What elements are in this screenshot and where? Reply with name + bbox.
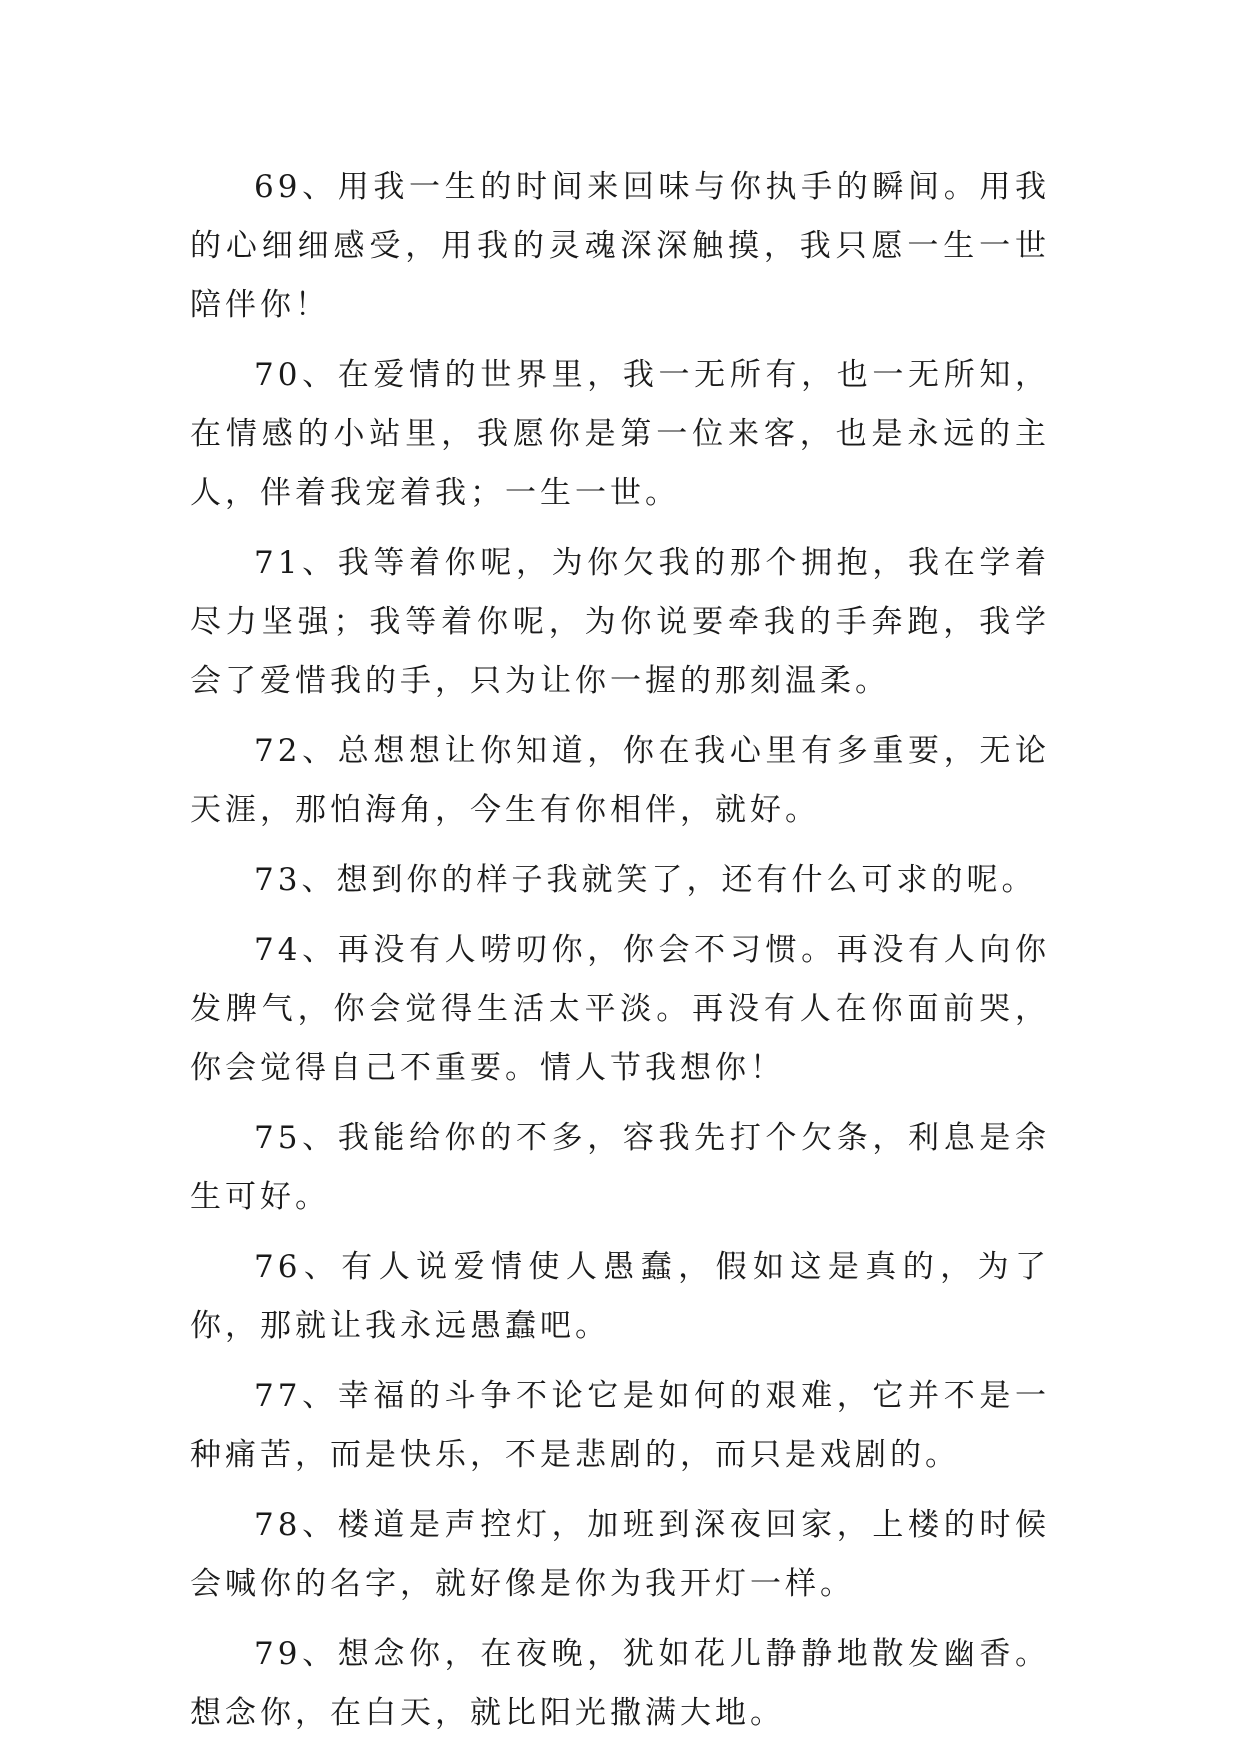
paragraph-69: 69、用我一生的时间来回味与你执手的瞬间。用我的心细细感受，用我的灵魂深深触摸，我只愿一生一世陪伴你！ [190,169,1050,323]
paragraph-73: 73、想到你的样子我就笑了，还有什么可求的呢。 [254,862,1037,898]
paragraph-79: 79、想念你，在夜晚，犹如花儿静静地散发幽香。想念你，在白天，就比阳光撒满大地。 [190,1636,1050,1731]
paragraph-75: 75、我能给你的不多，容我先打个欠条，利息是余生可好。 [190,1120,1050,1215]
paragraph-72: 72、总想想让你知道，你在我心里有多重要，无论天涯，那怕海角，今生有你相伴，就好。 [190,733,1050,828]
paragraph-70: 70、在爱情的世界里，我一无所有，也一无所知，在情感的小站里，我愿你是第一位来客，也是永远的主人，伴着我宠着我；一生一世。 [190,357,1050,511]
paragraph-77: 77、幸福的斗争不论它是如何的艰难，它并不是一种痛苦，而是快乐，不是悲剧的，而只是戏剧的。 [190,1378,1050,1473]
paragraph-74: 74、再没有人唠叨你，你会不习惯。再没有人向你发脾气，你会觉得生活太平淡。再没有人在你面前哭，你会觉得自己不重要。情人节我想你！ [190,932,1050,1086]
paragraph-78: 78、楼道是声控灯，加班到深夜回家，上楼的时候会喊你的名字，就好像是你为我开灯一样。 [190,1507,1050,1602]
paragraph-76: 76、有人说爱情使人愚蠢，假如这是真的，为了你，那就让我永远愚蠢吧。 [190,1249,1050,1344]
document-body [190,158,1050,1754]
paragraph-71: 71、我等着你呢，为你欠我的那个拥抱，我在学着尽力坚强；我等着你呢，为你说要牵我的手奔跑，我学会了爱惜我的手，只为让你一握的那刻温柔。 [190,545,1050,699]
